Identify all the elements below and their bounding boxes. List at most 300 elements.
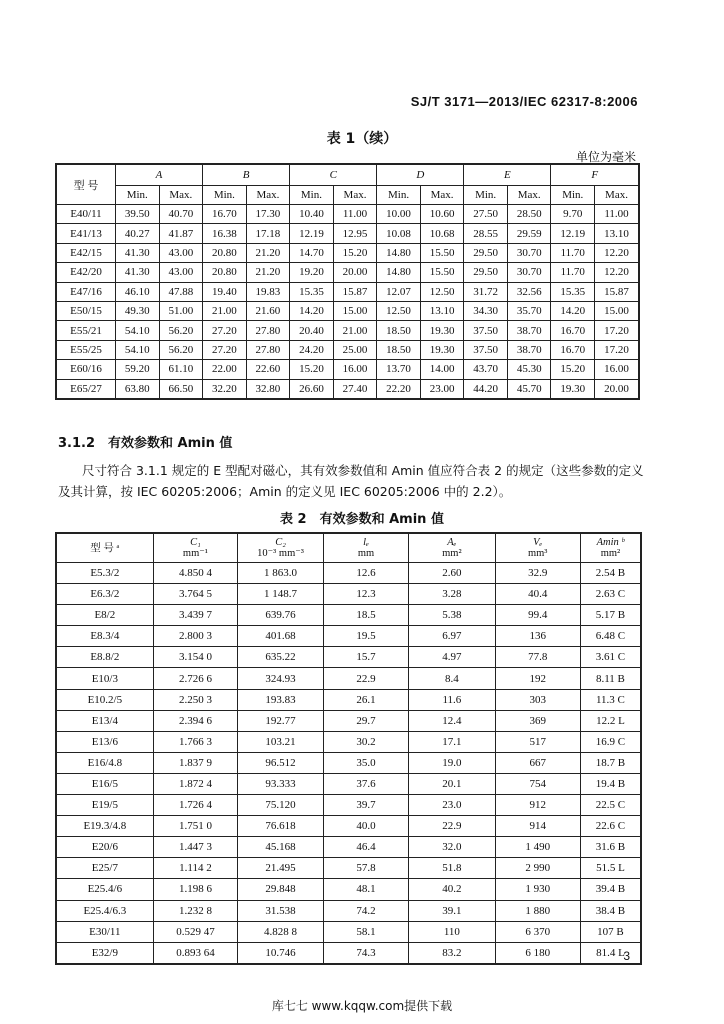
column-header-name: 型 号 ᵃ bbox=[90, 542, 120, 554]
table-cell: 19.4 B bbox=[580, 773, 641, 794]
table-cell: 10.68 bbox=[420, 224, 464, 243]
table-cell: E42/20 bbox=[56, 263, 116, 282]
table-row bbox=[56, 773, 641, 794]
table-cell: 20.00 bbox=[595, 379, 639, 399]
table-cell: 27.80 bbox=[246, 321, 290, 340]
min-header: Min. bbox=[464, 186, 508, 205]
table-cell: 46.4 bbox=[323, 837, 408, 858]
column-header-name: lₑ bbox=[363, 537, 369, 548]
table-cell: 96.512 bbox=[238, 752, 324, 773]
table-cell: E42/15 bbox=[56, 243, 116, 262]
table-row bbox=[56, 942, 641, 964]
standard-number: SJ/T 3171—2013/IEC 62317-8:2006 bbox=[410, 94, 638, 109]
table-cell: 2.54 B bbox=[580, 563, 641, 584]
table1-caption: 表 1（续） bbox=[326, 131, 398, 147]
page-number: 3 bbox=[623, 949, 630, 963]
table-cell: 11.3 C bbox=[580, 689, 641, 710]
table-cell: 45.30 bbox=[507, 360, 551, 379]
table-cell: 16.38 bbox=[203, 224, 247, 243]
table-cell: 12.19 bbox=[290, 224, 334, 243]
table-cell: 5.17 B bbox=[580, 605, 641, 626]
table-row bbox=[56, 301, 639, 320]
table-cell: 6.97 bbox=[409, 626, 495, 647]
table-cell: E41/13 bbox=[56, 224, 116, 243]
table-cell: 8.4 bbox=[409, 668, 495, 689]
table-cell: 1.198 6 bbox=[153, 879, 238, 900]
table-row bbox=[56, 205, 639, 224]
table1-unit: 单位为毫米 bbox=[575, 150, 636, 164]
table-cell: 12.50 bbox=[420, 282, 464, 301]
table-cell: 15.50 bbox=[420, 263, 464, 282]
column-header bbox=[323, 533, 408, 563]
table-cell: 6.48 C bbox=[580, 626, 641, 647]
table-cell: 19.30 bbox=[551, 379, 595, 399]
table-cell: 16.70 bbox=[551, 340, 595, 359]
table-cell: 23.00 bbox=[420, 379, 464, 399]
table-cell: 31.538 bbox=[238, 900, 324, 921]
table-cell: 110 bbox=[409, 921, 495, 942]
table-cell: 32.80 bbox=[246, 379, 290, 399]
column-header bbox=[153, 533, 238, 563]
table-cell: E40/11 bbox=[56, 205, 116, 224]
table-cell: 3.154 0 bbox=[153, 647, 238, 668]
table1 bbox=[55, 163, 640, 400]
table-cell: 20.80 bbox=[203, 243, 247, 262]
table-cell: 5.38 bbox=[409, 605, 495, 626]
table-cell: 47.88 bbox=[159, 282, 203, 301]
table-cell: 15.35 bbox=[290, 282, 334, 301]
table-row bbox=[56, 584, 641, 605]
table-cell: 2.250 3 bbox=[153, 689, 238, 710]
table-cell: 43.00 bbox=[159, 263, 203, 282]
table-cell: 77.8 bbox=[495, 647, 580, 668]
table-row bbox=[56, 668, 641, 689]
table-cell: 1.726 4 bbox=[153, 795, 238, 816]
table-cell: 17.20 bbox=[595, 321, 639, 340]
table-cell: 40.27 bbox=[116, 224, 160, 243]
table-cell: 31.72 bbox=[464, 282, 508, 301]
table-cell: 14.00 bbox=[420, 360, 464, 379]
table-cell: E6.3/2 bbox=[56, 584, 153, 605]
table-cell: 103.21 bbox=[238, 731, 324, 752]
table-cell: 667 bbox=[495, 752, 580, 773]
table-cell: E65/27 bbox=[56, 379, 116, 399]
table-cell: 3.764 5 bbox=[153, 584, 238, 605]
table-cell: 28.55 bbox=[464, 224, 508, 243]
table-cell: 22.60 bbox=[246, 360, 290, 379]
table-row bbox=[56, 710, 641, 731]
table-cell: 45.168 bbox=[238, 837, 324, 858]
table-cell: 16.70 bbox=[203, 205, 247, 224]
table-row bbox=[56, 605, 641, 626]
table-cell: 41.30 bbox=[116, 263, 160, 282]
table-row bbox=[56, 858, 641, 879]
table-cell: 38.70 bbox=[507, 340, 551, 359]
table-cell: 43.00 bbox=[159, 243, 203, 262]
table-cell: 303 bbox=[495, 689, 580, 710]
table-row bbox=[56, 340, 639, 359]
table-cell: 19.5 bbox=[323, 626, 408, 647]
table-cell: 12.4 bbox=[409, 710, 495, 731]
table-cell: 12.6 bbox=[323, 563, 408, 584]
table-cell: 66.50 bbox=[159, 379, 203, 399]
column-header-name: Aₑ bbox=[447, 537, 457, 548]
table-cell: 54.10 bbox=[116, 340, 160, 359]
table-cell: 3.61 C bbox=[580, 647, 641, 668]
table-cell: 34.30 bbox=[464, 301, 508, 320]
table-cell: 16.70 bbox=[551, 321, 595, 340]
table-row bbox=[56, 921, 641, 942]
table-cell: E8.3/4 bbox=[56, 626, 153, 647]
table-cell: 20.00 bbox=[333, 263, 377, 282]
table-cell: 17.30 bbox=[246, 205, 290, 224]
table-cell: 1 148.7 bbox=[238, 584, 324, 605]
table-cell: 15.87 bbox=[333, 282, 377, 301]
table-cell: 1.872 4 bbox=[153, 773, 238, 794]
table-row bbox=[56, 224, 639, 243]
table-cell: 75.120 bbox=[238, 795, 324, 816]
table-cell: 1.837 9 bbox=[153, 752, 238, 773]
table-cell: 37.50 bbox=[464, 340, 508, 359]
table-cell: 74.2 bbox=[323, 900, 408, 921]
table-cell: 99.4 bbox=[495, 605, 580, 626]
table-cell: 10.746 bbox=[238, 942, 324, 964]
table-cell: 324.93 bbox=[238, 668, 324, 689]
table-cell: 56.20 bbox=[159, 321, 203, 340]
table-cell: 1.114 2 bbox=[153, 858, 238, 879]
table-cell: E55/25 bbox=[56, 340, 116, 359]
table-cell: 10.60 bbox=[420, 205, 464, 224]
table-cell: 11.70 bbox=[551, 243, 595, 262]
table-cell: 1 880 bbox=[495, 900, 580, 921]
table-cell: 3.439 7 bbox=[153, 605, 238, 626]
max-header: Max. bbox=[595, 186, 639, 205]
max-header: Max. bbox=[507, 186, 551, 205]
table-cell: 29.50 bbox=[464, 243, 508, 262]
table-cell: 40.4 bbox=[495, 584, 580, 605]
table-cell: 40.70 bbox=[159, 205, 203, 224]
column-header-unit: mm bbox=[357, 548, 375, 559]
column-header bbox=[56, 533, 153, 563]
table-cell: 4.828 8 bbox=[238, 921, 324, 942]
table-cell: 93.333 bbox=[238, 773, 324, 794]
table-cell: E55/21 bbox=[56, 321, 116, 340]
table-cell: 26.1 bbox=[323, 689, 408, 710]
table-cell: 49.30 bbox=[116, 301, 160, 320]
table-cell: 21.20 bbox=[246, 243, 290, 262]
table-row bbox=[56, 795, 641, 816]
table-cell: 635.22 bbox=[238, 647, 324, 668]
table-cell: 19.30 bbox=[420, 321, 464, 340]
min-header: Min. bbox=[290, 186, 334, 205]
table-cell: E8.8/2 bbox=[56, 647, 153, 668]
table-row bbox=[56, 243, 639, 262]
table-cell: 21.00 bbox=[333, 321, 377, 340]
table-cell: 401.68 bbox=[238, 626, 324, 647]
table-cell: E16/5 bbox=[56, 773, 153, 794]
table-cell: 46.10 bbox=[116, 282, 160, 301]
table-cell: 6 180 bbox=[495, 942, 580, 964]
table-cell: 37.50 bbox=[464, 321, 508, 340]
table-cell: E19.3/4.8 bbox=[56, 816, 153, 837]
column-header-name: Vₑ bbox=[533, 537, 543, 548]
column-group-header: E bbox=[464, 164, 551, 186]
table-cell: 28.50 bbox=[507, 205, 551, 224]
table-row bbox=[56, 263, 639, 282]
table-cell: 14.80 bbox=[377, 263, 421, 282]
table-cell: 15.35 bbox=[551, 282, 595, 301]
table-cell: 57.8 bbox=[323, 858, 408, 879]
table-cell: 38.4 B bbox=[580, 900, 641, 921]
table-cell: 40.2 bbox=[409, 879, 495, 900]
column-header-name: Amin ᵇ bbox=[596, 537, 625, 548]
min-header: Min. bbox=[116, 186, 160, 205]
table-cell: E25.4/6.3 bbox=[56, 900, 153, 921]
table-cell: 0.529 47 bbox=[153, 921, 238, 942]
table-cell: 192.77 bbox=[238, 710, 324, 731]
table-cell: 15.50 bbox=[420, 243, 464, 262]
table-cell: 15.20 bbox=[333, 243, 377, 262]
table-cell: 1.447 3 bbox=[153, 837, 238, 858]
table-cell: 38.70 bbox=[507, 321, 551, 340]
table-cell: 51.8 bbox=[409, 858, 495, 879]
table-cell: 29.50 bbox=[464, 263, 508, 282]
table-cell: 4.97 bbox=[409, 647, 495, 668]
table-cell: 20.80 bbox=[203, 263, 247, 282]
table-cell: 12.3 bbox=[323, 584, 408, 605]
table-cell: 13.10 bbox=[420, 301, 464, 320]
table-cell: 14.20 bbox=[551, 301, 595, 320]
table-row bbox=[56, 379, 639, 399]
table-cell: 15.20 bbox=[551, 360, 595, 379]
table-cell: 43.70 bbox=[464, 360, 508, 379]
table-cell: 1 930 bbox=[495, 879, 580, 900]
table-cell: 21.00 bbox=[203, 301, 247, 320]
table-cell: E19/5 bbox=[56, 795, 153, 816]
table-cell: 58.1 bbox=[323, 921, 408, 942]
table-cell: 30.2 bbox=[323, 731, 408, 752]
table-cell: 83.2 bbox=[409, 942, 495, 964]
table-cell: 22.9 bbox=[323, 668, 408, 689]
table-cell: 45.70 bbox=[507, 379, 551, 399]
table-row bbox=[56, 282, 639, 301]
table-cell: 41.30 bbox=[116, 243, 160, 262]
table-cell: 11.70 bbox=[551, 263, 595, 282]
table-cell: 76.618 bbox=[238, 816, 324, 837]
table-cell: 136 bbox=[495, 626, 580, 647]
table-cell: 54.10 bbox=[116, 321, 160, 340]
table-cell: 914 bbox=[495, 816, 580, 837]
table-cell: 19.30 bbox=[420, 340, 464, 359]
table-cell: 10.08 bbox=[377, 224, 421, 243]
max-header: Max. bbox=[246, 186, 290, 205]
table-cell: 15.87 bbox=[595, 282, 639, 301]
table-cell: 29.59 bbox=[507, 224, 551, 243]
min-header: Min. bbox=[377, 186, 421, 205]
table-cell: 39.1 bbox=[409, 900, 495, 921]
table-cell: 1.232 8 bbox=[153, 900, 238, 921]
table-cell: 51.5 L bbox=[580, 858, 641, 879]
table-cell: 27.20 bbox=[203, 340, 247, 359]
column-header-unit: mm² bbox=[600, 548, 621, 559]
table-row bbox=[56, 731, 641, 752]
table-cell: 17.18 bbox=[246, 224, 290, 243]
table-cell: 12.20 bbox=[595, 263, 639, 282]
table-cell: 27.20 bbox=[203, 321, 247, 340]
table-cell: 2.63 C bbox=[580, 584, 641, 605]
table-cell: 20.1 bbox=[409, 773, 495, 794]
column-header-unit: mm⁻¹ bbox=[182, 548, 208, 559]
table-cell: 11.00 bbox=[333, 205, 377, 224]
table-cell: 14.20 bbox=[290, 301, 334, 320]
table-row bbox=[56, 900, 641, 921]
column-header-name: C₁ bbox=[190, 537, 201, 548]
table-cell: E13/6 bbox=[56, 731, 153, 752]
table-row bbox=[56, 816, 641, 837]
table-cell: 27.80 bbox=[246, 340, 290, 359]
table-cell: 107 B bbox=[580, 921, 641, 942]
table-cell: 48.1 bbox=[323, 879, 408, 900]
table-cell: 23.0 bbox=[409, 795, 495, 816]
table-cell: 2.800 3 bbox=[153, 626, 238, 647]
table-cell: 14.70 bbox=[290, 243, 334, 262]
table-cell: 12.07 bbox=[377, 282, 421, 301]
table-cell: E50/15 bbox=[56, 301, 116, 320]
table-cell: 754 bbox=[495, 773, 580, 794]
table-cell: 24.20 bbox=[290, 340, 334, 359]
table-cell: 44.20 bbox=[464, 379, 508, 399]
table-cell: 32.56 bbox=[507, 282, 551, 301]
table-cell: 18.5 bbox=[323, 605, 408, 626]
table-cell: 193.83 bbox=[238, 689, 324, 710]
column-header bbox=[238, 533, 324, 563]
table-cell: 39.50 bbox=[116, 205, 160, 224]
table-cell: 18.50 bbox=[377, 340, 421, 359]
table-cell: E5.3/2 bbox=[56, 563, 153, 584]
table-cell: 17.20 bbox=[595, 340, 639, 359]
table-cell: 10.00 bbox=[377, 205, 421, 224]
table-cell: E16/4.8 bbox=[56, 752, 153, 773]
table-cell: 369 bbox=[495, 710, 580, 731]
table-cell: 35.70 bbox=[507, 301, 551, 320]
column-group-header: D bbox=[377, 164, 464, 186]
table-cell: 19.0 bbox=[409, 752, 495, 773]
table-cell: 22.20 bbox=[377, 379, 421, 399]
table-cell: 21.495 bbox=[238, 858, 324, 879]
table-cell: E47/16 bbox=[56, 282, 116, 301]
footer-text: 库七七 www.kqqw.com提供下载 bbox=[271, 999, 453, 1013]
table-cell: 2 990 bbox=[495, 858, 580, 879]
table-cell: 21.60 bbox=[246, 301, 290, 320]
table-cell: 21.20 bbox=[246, 263, 290, 282]
table-cell: E10.2/5 bbox=[56, 689, 153, 710]
table-cell: 1.751 0 bbox=[153, 816, 238, 837]
table-cell: 30.70 bbox=[507, 263, 551, 282]
column-header bbox=[409, 533, 495, 563]
table-cell: 35.0 bbox=[323, 752, 408, 773]
table-row bbox=[56, 647, 641, 668]
column-header-unit: 10⁻³ mm⁻³ bbox=[257, 548, 304, 559]
table-cell: 2.726 6 bbox=[153, 668, 238, 689]
table-cell: 22.9 bbox=[409, 816, 495, 837]
column-group-header: A bbox=[116, 164, 203, 186]
table-cell: 22.5 C bbox=[580, 795, 641, 816]
table-cell: 14.80 bbox=[377, 243, 421, 262]
table2 bbox=[55, 532, 642, 965]
table-cell: 12.19 bbox=[551, 224, 595, 243]
table-row bbox=[56, 563, 641, 584]
table-cell: 32.20 bbox=[203, 379, 247, 399]
table-row bbox=[56, 879, 641, 900]
table-cell: 12.2 L bbox=[580, 710, 641, 731]
table-cell: 56.20 bbox=[159, 340, 203, 359]
table-cell: 81.4 L bbox=[580, 942, 641, 964]
table-cell: E25.4/6 bbox=[56, 879, 153, 900]
table-cell: 15.00 bbox=[333, 301, 377, 320]
column-header bbox=[495, 533, 580, 563]
table-cell: 16.00 bbox=[595, 360, 639, 379]
table-cell: 1 490 bbox=[495, 837, 580, 858]
table-cell: 74.3 bbox=[323, 942, 408, 964]
table2-caption: 表 2 有效参数和 Amin 值 bbox=[280, 512, 444, 527]
table-cell: 192 bbox=[495, 668, 580, 689]
table-cell: 912 bbox=[495, 795, 580, 816]
table-cell: E30/11 bbox=[56, 921, 153, 942]
table-cell: 15.20 bbox=[290, 360, 334, 379]
table-cell: 41.87 bbox=[159, 224, 203, 243]
section-title: 3.1.2 有效参数和 Amin 值 bbox=[58, 436, 233, 451]
table-cell: 31.6 B bbox=[580, 837, 641, 858]
table-cell: 29.848 bbox=[238, 879, 324, 900]
table-cell: 37.6 bbox=[323, 773, 408, 794]
table-cell: 25.00 bbox=[333, 340, 377, 359]
table-cell: 3.28 bbox=[409, 584, 495, 605]
table-row bbox=[56, 360, 639, 379]
table-cell: 16.9 C bbox=[580, 731, 641, 752]
table-cell: 19.83 bbox=[246, 282, 290, 301]
table-cell: 32.9 bbox=[495, 563, 580, 584]
max-header: Max. bbox=[420, 186, 464, 205]
column-group-header: B bbox=[203, 164, 290, 186]
table-cell: 22.6 C bbox=[580, 816, 641, 837]
min-header: Min. bbox=[203, 186, 247, 205]
table-cell: 27.40 bbox=[333, 379, 377, 399]
column-header-unit: mm² bbox=[442, 548, 462, 559]
table-cell: 26.60 bbox=[290, 379, 334, 399]
section-paragraph: 尺寸符合 3.1.1 规定的 E 型配对磁心，其有效参数值和 Amin 值应符合表 2 的规定（这些参数的定义及其计算，按 IEC 60205:2006；Amin 的定义见 IEC 60205:2006 中的 2.2）。 bbox=[58, 463, 644, 499]
table-cell: 12.20 bbox=[595, 243, 639, 262]
table-cell: E10/3 bbox=[56, 668, 153, 689]
table-row bbox=[56, 626, 641, 647]
max-header: Max. bbox=[333, 186, 377, 205]
table-row bbox=[56, 689, 641, 710]
table-cell: 19.40 bbox=[203, 282, 247, 301]
table-cell: 2.60 bbox=[409, 563, 495, 584]
table-cell: 27.50 bbox=[464, 205, 508, 224]
table-cell: E32/9 bbox=[56, 942, 153, 964]
table-cell: 12.50 bbox=[377, 301, 421, 320]
table-row bbox=[56, 837, 641, 858]
table-cell: 19.20 bbox=[290, 263, 334, 282]
table-row bbox=[56, 321, 639, 340]
table-cell: 15.7 bbox=[323, 647, 408, 668]
table-cell: 20.40 bbox=[290, 321, 334, 340]
table-cell: 0.893 64 bbox=[153, 942, 238, 964]
table-cell: 13.70 bbox=[377, 360, 421, 379]
column-header-name: C₂ bbox=[275, 537, 286, 548]
table-cell: E60/16 bbox=[56, 360, 116, 379]
table-cell: 40.0 bbox=[323, 816, 408, 837]
